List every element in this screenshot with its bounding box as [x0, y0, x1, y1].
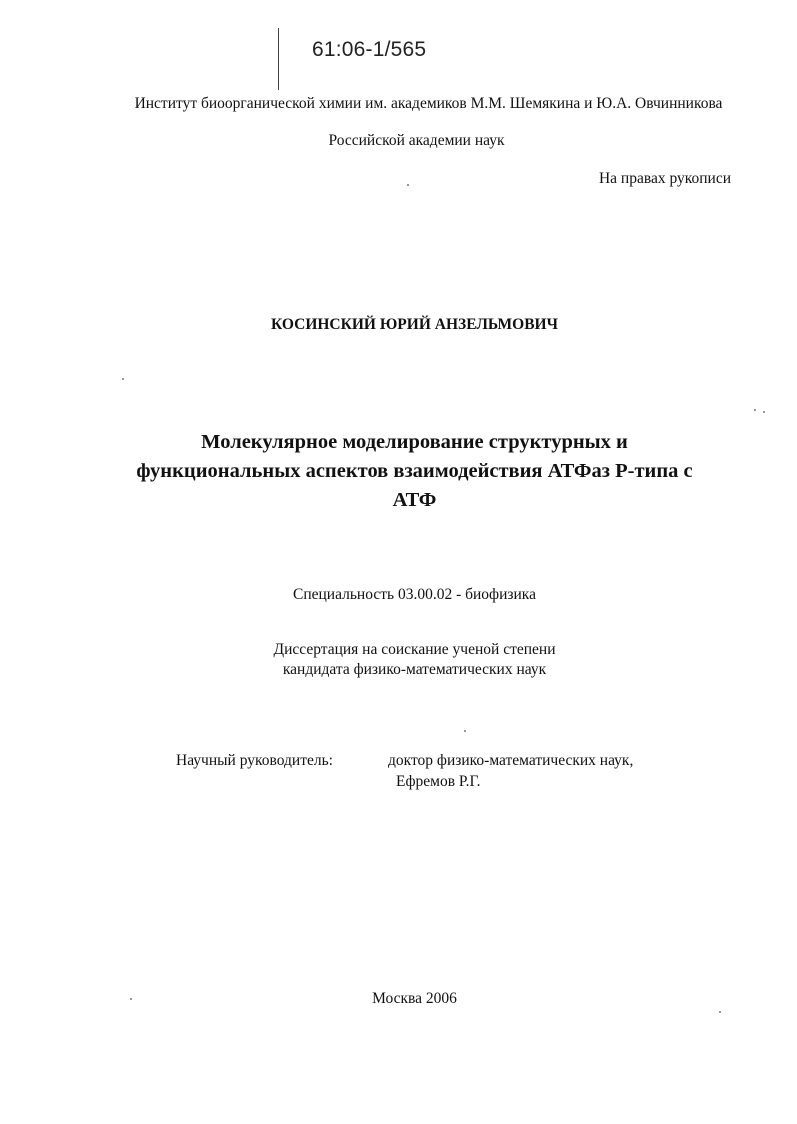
scan-speck [464, 730, 466, 732]
manuscript-rights-note: На правах рукописи [598, 170, 731, 187]
degree-line: кандидата физико-математических наук [282, 661, 547, 678]
scan-speck [407, 184, 409, 186]
archive-stamp-number: 61:06-1/565 [312, 38, 427, 61]
scan-speck [719, 1011, 721, 1013]
scan-speck [130, 998, 132, 1000]
archive-margin-line [278, 28, 279, 90]
author-name: КОСИНСКИЙ ЮРИЙ АНЗЕЛЬМОВИЧ [271, 316, 558, 333]
advisor-name: Ефремов Р.Г. [396, 773, 481, 790]
academy-name: Российской академии наук [328, 132, 505, 149]
advisor-degree: доктор физико-математических наук, [388, 752, 634, 769]
city-year: Москва 2006 [372, 990, 457, 1007]
title-line: функциональных аспектов взаимодействия АТФаз Р-типа с [136, 460, 693, 482]
dissertation-degree [16, 640, 797, 680]
specialty: Специальность 03.00.02 - биофизика [293, 586, 536, 603]
advisor-label: Научный руководитель: [176, 752, 333, 769]
scan-speck [763, 411, 765, 413]
degree-line: Диссертация на соискание ученой степени [273, 641, 556, 658]
dissertation-title [16, 428, 797, 515]
scan-speck [122, 378, 124, 380]
scan-speck [754, 409, 756, 411]
title-line: Молекулярное моделирование структурных и [201, 431, 628, 453]
institute-name: Институт биоорганической химии им. академиков М.М. Шемякина и Ю.А. Овчинникова [134, 95, 723, 112]
title-line: АТФ [392, 489, 437, 511]
